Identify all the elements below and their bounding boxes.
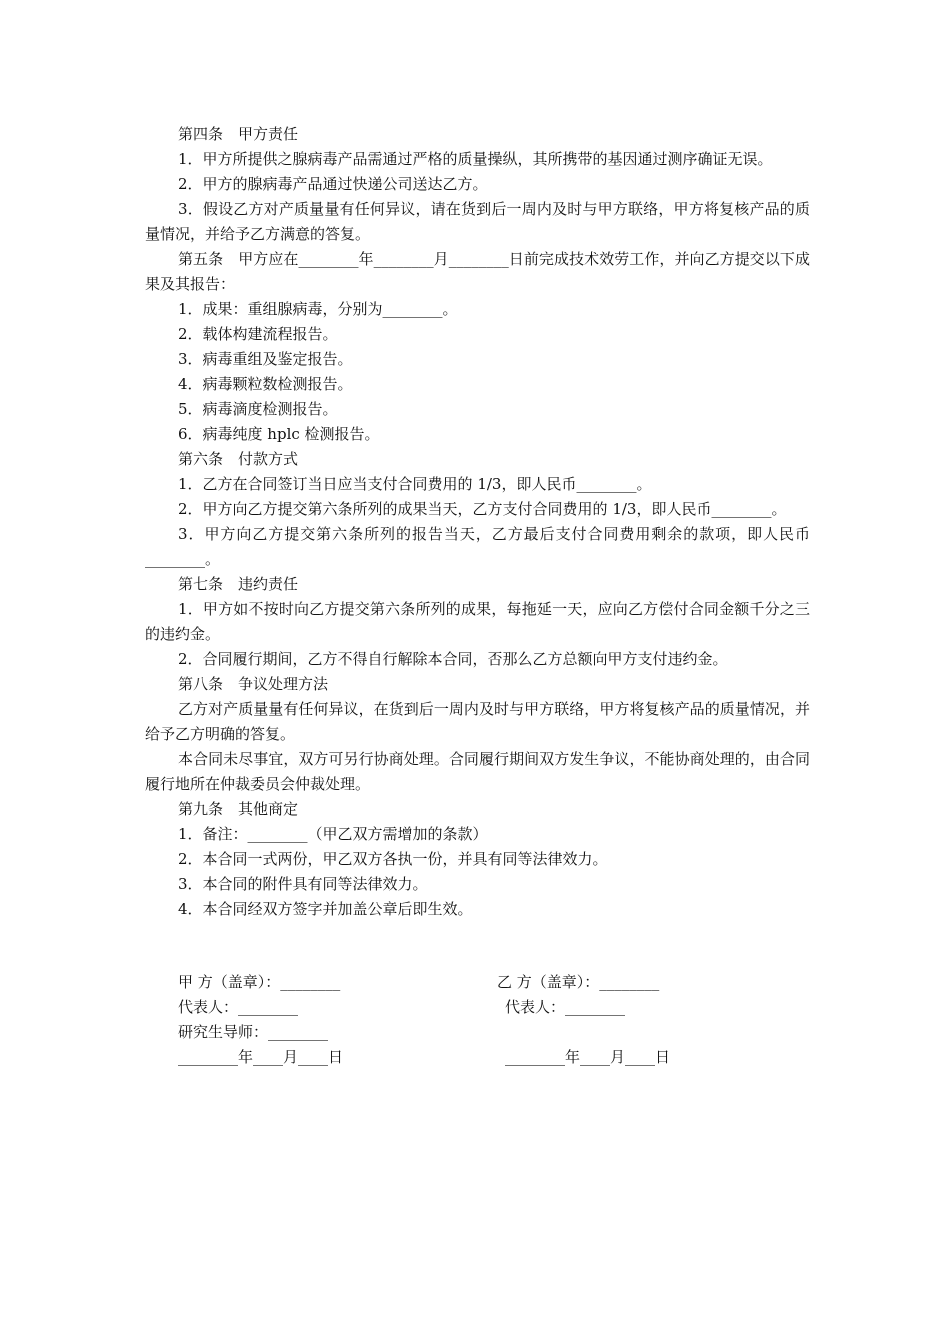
article-5-item-2: 2．载体构建流程报告。 (178, 325, 338, 343)
party-a-seal-line: 甲 方（盖章）：________ (178, 973, 341, 991)
party-b-seal-line: 乙 方（盖章）：________ (497, 973, 660, 991)
article-7-heading: 第七条 违约责任 (178, 575, 299, 593)
article-6-item-3: 3．甲方向乙方提交第六条所列的报告当天，乙方最后支付合同费用剩余的款项，即人民币________。 (145, 525, 810, 568)
party-b-representative-line: 代表人：________ (505, 998, 626, 1016)
article-5-item-6: 6．病毒纯度 hplc 检测报告。 (178, 425, 380, 443)
article-8-heading: 第八条 争议处理方法 (178, 675, 329, 693)
article-8-para-1: 乙方对产质量量有任何异议，在货到后一周内及时与甲方联络，甲方将复核产品的质量情况，并给予乙方明确的答复。 (145, 700, 810, 743)
article-6-heading: 第六条 付款方式 (178, 450, 299, 468)
contract-body (145, 122, 810, 922)
article-7-item-1: 1．甲方如不按时向乙方提交第六条所列的成果，每拖延一天，应向乙方偿付合同金额千分之三的违约金。 (145, 600, 810, 643)
article-7-item-2: 2．合同履行期间，乙方不得自行解除本合同，否那么乙方总额向甲方支付违约金。 (178, 650, 728, 668)
article-9-item-4: 4．本合同经双方签字并加盖公章后即生效。 (178, 900, 473, 918)
article-5-item-4: 4．病毒颗粒数检测报告。 (178, 375, 353, 393)
article-9-item-3: 3．本合同的附件具有同等法律效力。 (178, 875, 428, 893)
article-4-item-1: 1．甲方所提供之腺病毒产品需通过严格的质量操纵，其所携带的基因通过测序确证无误。 (178, 150, 773, 168)
party-b-date-line: ________年____月____日 (505, 1048, 671, 1066)
article-9-heading: 第九条 其他商定 (178, 800, 299, 818)
party-a-representative-line: 代表人：________ (178, 998, 299, 1016)
article-4-heading: 第四条 甲方责任 (178, 125, 299, 143)
article-5-item-3: 3．病毒重组及鉴定报告。 (178, 350, 353, 368)
article-9-item-1: 1．备注：________（甲乙双方需增加的条款） (178, 825, 488, 843)
article-4-item-2: 2．甲方的腺病毒产品通过快递公司送达乙方。 (178, 175, 488, 193)
article-6-item-2: 2．甲方向乙方提交第六条所列的成果当天，乙方支付合同费用的 1/3，即人民币________。 (178, 500, 787, 518)
article-8-para-2: 本合同未尽事宜，双方可另行协商处理。合同履行期间双方发生争议，不能协商处理的，由合同履行地所在仲裁委员会仲裁处理。 (145, 750, 810, 793)
supervisor-line: 研究生导师：________ (178, 1023, 329, 1041)
article-4-item-3: 3．假设乙方对产质量量有任何异议，请在货到后一周内及时与甲方联络，甲方将复核产品的质量情况，并给予乙方满意的答复。 (145, 200, 810, 243)
article-5-item-1: 1．成果：重组腺病毒，分别为________。 (178, 300, 458, 318)
article-5-heading: 第五条 甲方应在________年________月________日前完成技术效劳工作，并向乙方提交以下成果及其报告： (145, 250, 810, 293)
article-5-item-5: 5．病毒滴度检测报告。 (178, 400, 338, 418)
article-9-item-2: 2．本合同一式两份，甲乙双方各执一份，并具有同等法律效力。 (178, 850, 608, 868)
party-a-date-line: ________年____月____日 (178, 1048, 344, 1066)
article-6-item-1: 1．乙方在合同签订当日应当支付合同费用的 1/3，即人民币________。 (178, 475, 652, 493)
